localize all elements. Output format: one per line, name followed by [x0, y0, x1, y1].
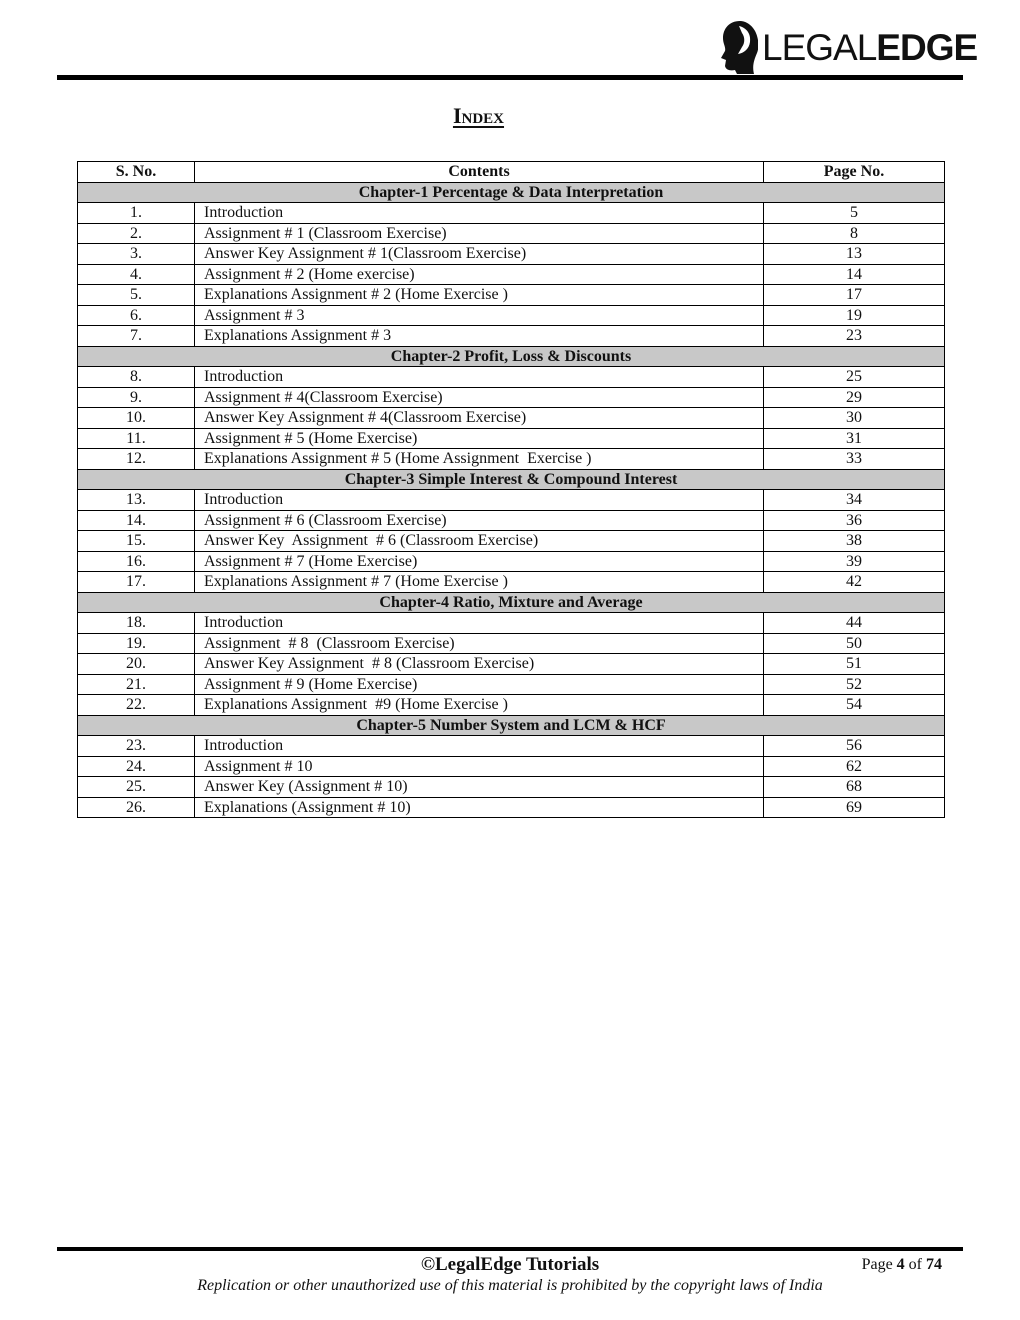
serial-number: 3. — [78, 244, 195, 265]
legaledge-logo — [720, 18, 978, 76]
serial-number: 18. — [78, 613, 195, 634]
footer-rule — [57, 1247, 963, 1251]
page-number-cell: 14 — [764, 264, 945, 285]
content-title: Explanations Assignment # 3 — [195, 326, 764, 347]
table-row — [78, 387, 945, 408]
table-row — [78, 326, 945, 347]
content-title: Introduction — [195, 613, 764, 634]
content-title: Answer Key Assignment # 8 (Classroom Exercise) — [195, 654, 764, 675]
table-row — [78, 223, 945, 244]
footer-brand: ©LegalEdge Tutorials — [420, 1254, 600, 1275]
table-row — [78, 654, 945, 675]
serial-number: 9. — [78, 387, 195, 408]
serial-number: 25. — [78, 777, 195, 798]
page-number-cell: 54 — [764, 695, 945, 716]
serial-number: 26. — [78, 797, 195, 818]
table-row — [78, 756, 945, 777]
chapter-row — [78, 592, 945, 613]
table-header-row — [78, 162, 945, 183]
table-row — [78, 510, 945, 531]
page-title: Index — [452, 103, 505, 128]
serial-number: 10. — [78, 408, 195, 429]
chapter-row — [78, 469, 945, 490]
serial-number: 1. — [78, 203, 195, 224]
serial-number: 16. — [78, 551, 195, 572]
page-number-cell: 17 — [764, 285, 945, 306]
page-number: Page 4 of 74 — [861, 1256, 942, 1273]
serial-number: 17. — [78, 572, 195, 593]
content-title: Explanations (Assignment # 10) — [195, 797, 764, 818]
content-title: Answer Key Assignment # 1(Classroom Exercise) — [195, 244, 764, 265]
page-number-cell: 34 — [764, 490, 945, 511]
column-header-contents: Contents — [195, 162, 764, 183]
header-rule — [57, 75, 963, 80]
page-number-cell: 69 — [764, 797, 945, 818]
content-title: Explanations Assignment # 5 (Home Assignment Exercise ) — [195, 449, 764, 470]
serial-number: 20. — [78, 654, 195, 675]
page-number-cell: 19 — [764, 305, 945, 326]
chapter-row — [78, 346, 945, 367]
content-title: Assignment # 3 — [195, 305, 764, 326]
chapter-title: Chapter-2 Profit, Loss & Discounts — [78, 346, 945, 367]
page-number-cell: 68 — [764, 777, 945, 798]
content-title: Assignment # 8 (Classroom Exercise) — [195, 633, 764, 654]
chapter-title: Chapter-5 Number System and LCM & HCF — [78, 715, 945, 736]
page-number-cell: 29 — [764, 387, 945, 408]
serial-number: 22. — [78, 695, 195, 716]
page-number-cell: 62 — [764, 756, 945, 777]
serial-number: 7. — [78, 326, 195, 347]
content-title: Assignment # 1 (Classroom Exercise) — [195, 223, 764, 244]
column-header-page: Page No. — [764, 162, 945, 183]
page-number-cell: 13 — [764, 244, 945, 265]
page-number-cell: 38 — [764, 531, 945, 552]
page-number-cell: 39 — [764, 551, 945, 572]
page-number-cell: 31 — [764, 428, 945, 449]
table-row — [78, 428, 945, 449]
serial-number: 21. — [78, 674, 195, 695]
table-row — [78, 490, 945, 511]
content-title: Answer Key Assignment # 4(Classroom Exercise) — [195, 408, 764, 429]
table-row — [78, 736, 945, 757]
serial-number: 4. — [78, 264, 195, 285]
table-row — [78, 367, 945, 388]
content-title: Answer Key (Assignment # 10) — [195, 777, 764, 798]
chapter-title: Chapter-1 Percentage & Data Interpretation — [78, 182, 945, 203]
page-number-cell: 30 — [764, 408, 945, 429]
table-row — [78, 531, 945, 552]
serial-number: 8. — [78, 367, 195, 388]
table-row — [78, 203, 945, 224]
content-title: Assignment # 10 — [195, 756, 764, 777]
human-head-silhouette-icon — [720, 20, 758, 74]
page-number-cell: 25 — [764, 367, 945, 388]
content-title: Introduction — [195, 367, 764, 388]
logo-text-bold: EDGE — [876, 27, 978, 68]
page-number-cell: 23 — [764, 326, 945, 347]
table-row — [78, 285, 945, 306]
content-title: Introduction — [195, 490, 764, 511]
page-number-cell: 8 — [764, 223, 945, 244]
table-row — [78, 633, 945, 654]
table-row — [78, 797, 945, 818]
page-number-cell: 51 — [764, 654, 945, 675]
table-row — [78, 449, 945, 470]
page-number-cell: 44 — [764, 613, 945, 634]
column-header-sno: S. No. — [78, 162, 195, 183]
content-title: Assignment # 2 (Home exercise) — [195, 264, 764, 285]
table-row — [78, 244, 945, 265]
chapter-title: Chapter-4 Ratio, Mixture and Average — [78, 592, 945, 613]
page-number-cell: 42 — [764, 572, 945, 593]
table-row — [78, 777, 945, 798]
table-row — [78, 695, 945, 716]
content-title: Introduction — [195, 203, 764, 224]
table-row — [78, 305, 945, 326]
page-number-cell: 52 — [764, 674, 945, 695]
content-title: Assignment # 4(Classroom Exercise) — [195, 387, 764, 408]
content-title: Assignment # 9 (Home Exercise) — [195, 674, 764, 695]
serial-number: 15. — [78, 531, 195, 552]
chapter-title: Chapter-3 Simple Interest & Compound Interest — [78, 469, 945, 490]
content-title: Explanations Assignment #9 (Home Exercise ) — [195, 695, 764, 716]
content-title: Explanations Assignment # 7 (Home Exercise ) — [195, 572, 764, 593]
serial-number: 19. — [78, 633, 195, 654]
content-title: Explanations Assignment # 2 (Home Exercise ) — [195, 285, 764, 306]
table-row — [78, 264, 945, 285]
content-title: Assignment # 5 (Home Exercise) — [195, 428, 764, 449]
index-table — [77, 161, 945, 818]
serial-number: 14. — [78, 510, 195, 531]
page-number-cell: 33 — [764, 449, 945, 470]
serial-number: 12. — [78, 449, 195, 470]
chapter-row — [78, 182, 945, 203]
serial-number: 6. — [78, 305, 195, 326]
page-number-cell: 36 — [764, 510, 945, 531]
table-row — [78, 674, 945, 695]
serial-number: 11. — [78, 428, 195, 449]
content-title: Answer Key Assignment # 6 (Classroom Exercise) — [195, 531, 764, 552]
logo-text-light: LEGAL — [762, 27, 877, 68]
content-title: Introduction — [195, 736, 764, 757]
table-row — [78, 572, 945, 593]
page-number-cell: 5 — [764, 203, 945, 224]
page-number-cell: 50 — [764, 633, 945, 654]
serial-number: 2. — [78, 223, 195, 244]
serial-number: 5. — [78, 285, 195, 306]
serial-number: 23. — [78, 736, 195, 757]
serial-number: 24. — [78, 756, 195, 777]
table-row — [78, 408, 945, 429]
serial-number: 13. — [78, 490, 195, 511]
table-row — [78, 551, 945, 572]
page-number-cell: 56 — [764, 736, 945, 757]
copyright-note: Replication or other unauthorized use of this material is prohibited by the copyright laws of India — [197, 1277, 823, 1294]
table-row — [78, 613, 945, 634]
content-title: Assignment # 6 (Classroom Exercise) — [195, 510, 764, 531]
content-title: Assignment # 7 (Home Exercise) — [195, 551, 764, 572]
chapter-row — [78, 715, 945, 736]
